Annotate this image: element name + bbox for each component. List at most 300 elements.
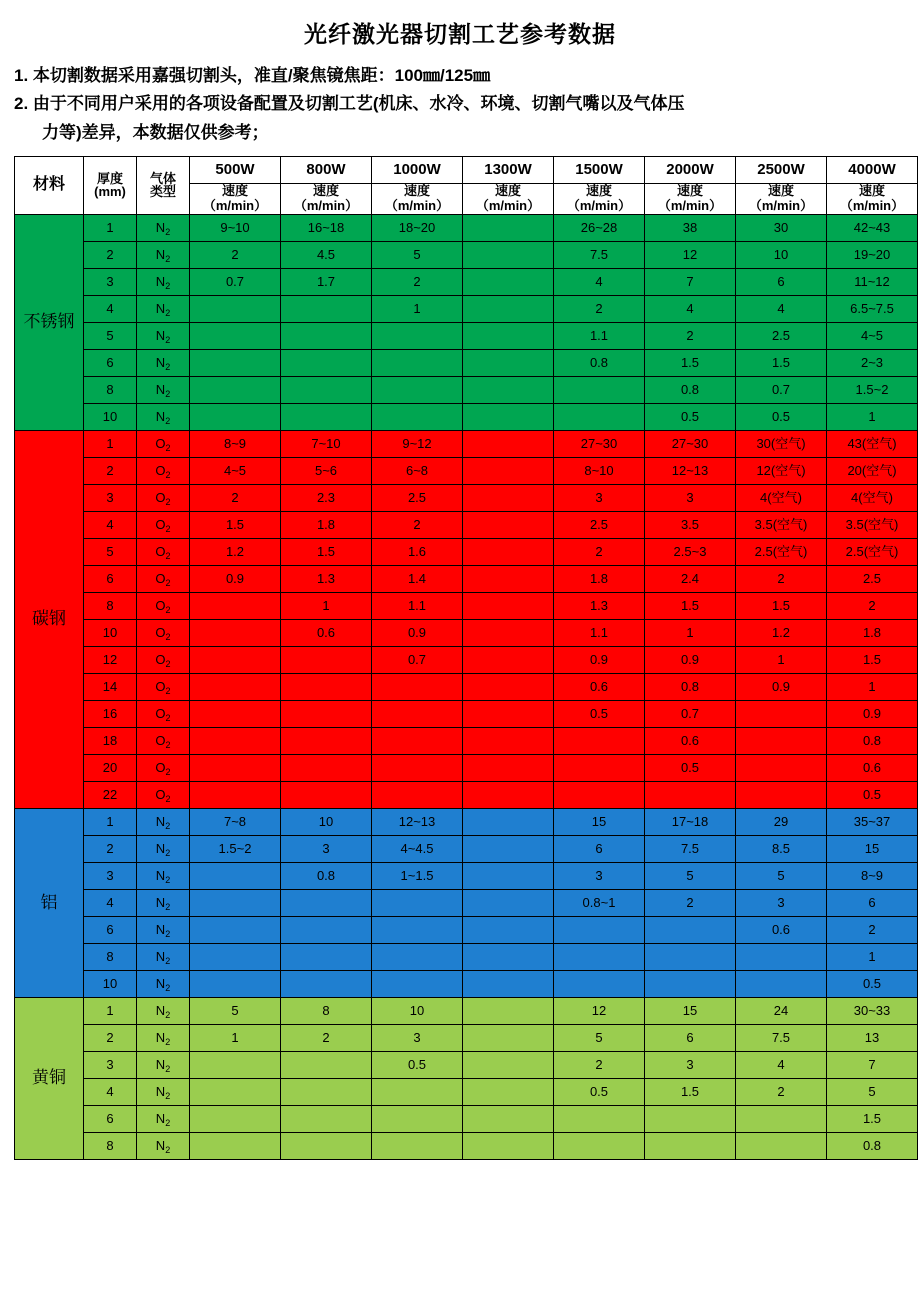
thickness-cell: 4	[84, 295, 137, 322]
speed-cell: 2	[554, 538, 645, 565]
header-material: 材料	[15, 157, 84, 215]
table-row	[15, 889, 918, 916]
speed-cell: 10	[281, 808, 372, 835]
gas-type-cell: $N_2$	[137, 1078, 190, 1105]
gas-type-cell: $N_2$	[137, 997, 190, 1024]
speed-cell	[554, 727, 645, 754]
speed-cell: 30	[736, 214, 827, 241]
gas-type-cell: $N_2$	[137, 862, 190, 889]
speed-cell: 2.5(空气)	[736, 538, 827, 565]
speed-cell	[736, 700, 827, 727]
speed-cell: 7.5	[645, 835, 736, 862]
speed-cell	[372, 754, 463, 781]
thickness-cell: 5	[84, 538, 137, 565]
speed-label: 速度	[221, 183, 248, 199]
header-power-1300w: 1300W	[463, 157, 554, 184]
header-row-power	[15, 157, 918, 184]
speed-cell: 30~33	[827, 997, 918, 1024]
speed-cell: 4(空气)	[827, 484, 918, 511]
speed-cell	[463, 376, 554, 403]
header-gas-line1: 气体	[149, 170, 176, 186]
speed-cell	[281, 754, 372, 781]
speed-cell	[736, 943, 827, 970]
speed-cell: 0.7	[645, 700, 736, 727]
header-power-1000w: 1000W	[372, 157, 463, 184]
speed-cell: 2	[372, 268, 463, 295]
speed-cell	[372, 349, 463, 376]
speed-cell: 5	[372, 241, 463, 268]
speed-cell: 8	[281, 997, 372, 1024]
speed-cell	[736, 781, 827, 808]
speed-cell: 1.5	[645, 349, 736, 376]
material-cell: 碳钢	[15, 430, 84, 808]
speed-cell: 29	[736, 808, 827, 835]
speed-cell: 3	[645, 1051, 736, 1078]
speed-cell: 7~8	[190, 808, 281, 835]
speed-cell: 0.6	[827, 754, 918, 781]
speed-cell: 4.5	[281, 241, 372, 268]
speed-cell	[372, 1105, 463, 1132]
gas-type-cell: $N_2$	[137, 889, 190, 916]
table-row	[15, 997, 918, 1024]
gas-type-cell: $O_2$	[137, 727, 190, 754]
speed-cell: 0.9	[554, 646, 645, 673]
speed-cell: 1	[827, 943, 918, 970]
gas-type-cell: $O_2$	[137, 646, 190, 673]
speed-cell	[190, 322, 281, 349]
speed-cell	[463, 511, 554, 538]
speed-cell: 12	[554, 997, 645, 1024]
speed-cell: 0.5	[645, 403, 736, 430]
speed-cell: 1.5~2	[190, 835, 281, 862]
speed-cell: 1.3	[554, 592, 645, 619]
speed-cell: 3	[736, 889, 827, 916]
speed-cell: 18~20	[372, 214, 463, 241]
speed-cell: 0.7	[736, 376, 827, 403]
speed-cell: 0.9	[372, 619, 463, 646]
speed-cell: 1.5	[645, 1078, 736, 1105]
speed-cell: 1.8	[554, 565, 645, 592]
speed-cell	[281, 673, 372, 700]
speed-cell: 0.5	[554, 1078, 645, 1105]
table-row	[15, 1132, 918, 1159]
speed-cell: 0.5	[645, 754, 736, 781]
speed-cell: 0.8	[827, 1132, 918, 1159]
speed-label: 速度	[403, 183, 430, 199]
speed-unit: （m/min）	[475, 197, 541, 213]
gas-type-cell: $O_2$	[137, 430, 190, 457]
table-row	[15, 700, 918, 727]
speed-cell: 7.5	[554, 241, 645, 268]
speed-cell: 0.5	[554, 700, 645, 727]
speed-cell	[190, 349, 281, 376]
speed-cell: 6	[554, 835, 645, 862]
table-row	[15, 916, 918, 943]
speed-cell: 5~6	[281, 457, 372, 484]
gas-type-cell: $N_2$	[137, 1105, 190, 1132]
speed-cell: 16~18	[281, 214, 372, 241]
speed-cell	[281, 727, 372, 754]
table-row	[15, 538, 918, 565]
speed-cell: 2	[645, 889, 736, 916]
speed-cell: 10	[736, 241, 827, 268]
speed-cell	[645, 781, 736, 808]
gas-type-cell: $N_2$	[137, 916, 190, 943]
speed-cell: 0.8	[281, 862, 372, 889]
speed-cell	[190, 889, 281, 916]
speed-cell	[554, 943, 645, 970]
speed-label: 速度	[585, 183, 612, 199]
speed-cell	[463, 862, 554, 889]
speed-cell: 3.5(空气)	[736, 511, 827, 538]
header-power-2000w: 2000W	[645, 157, 736, 184]
table-row	[15, 673, 918, 700]
thickness-cell: 2	[84, 835, 137, 862]
table-row	[15, 835, 918, 862]
gas-type-cell: $O_2$	[137, 700, 190, 727]
header-speed-2500w	[736, 184, 827, 215]
speed-cell: 8~10	[554, 457, 645, 484]
gas-type-cell: $N_2$	[137, 349, 190, 376]
speed-cell	[281, 970, 372, 997]
table-row	[15, 322, 918, 349]
speed-cell: 4	[554, 268, 645, 295]
speed-cell: 6	[645, 1024, 736, 1051]
speed-cell	[190, 1105, 281, 1132]
thickness-cell: 3	[84, 268, 137, 295]
speed-cell: 5	[736, 862, 827, 889]
speed-cell	[463, 565, 554, 592]
speed-cell: 4~4.5	[372, 835, 463, 862]
speed-cell: 0.5	[827, 781, 918, 808]
header-power-1500w: 1500W	[554, 157, 645, 184]
speed-cell	[463, 970, 554, 997]
gas-type-cell: $N_2$	[137, 808, 190, 835]
thickness-cell: 2	[84, 457, 137, 484]
speed-cell: 12~13	[372, 808, 463, 835]
speed-cell: 1.8	[281, 511, 372, 538]
speed-cell	[463, 1024, 554, 1051]
thickness-cell: 4	[84, 511, 137, 538]
speed-cell: 1.3	[281, 565, 372, 592]
header-speed-1500w	[554, 184, 645, 215]
speed-cell	[463, 349, 554, 376]
speed-cell	[372, 943, 463, 970]
speed-cell: 2.5	[372, 484, 463, 511]
speed-cell	[372, 403, 463, 430]
speed-cell	[281, 1105, 372, 1132]
notes-block	[14, 63, 906, 146]
speed-cell	[281, 889, 372, 916]
thickness-cell: 3	[84, 484, 137, 511]
speed-cell	[281, 1078, 372, 1105]
material-cell: 黄铜	[15, 997, 84, 1159]
speed-cell	[190, 1078, 281, 1105]
speed-cell: 8.5	[736, 835, 827, 862]
gas-type-cell: $O_2$	[137, 457, 190, 484]
speed-cell: 1.5	[190, 511, 281, 538]
speed-cell: 5	[190, 997, 281, 1024]
speed-unit: （m/min）	[566, 197, 632, 213]
gas-type-cell: $N_2$	[137, 241, 190, 268]
speed-label: 速度	[767, 183, 794, 199]
speed-cell: 15	[645, 997, 736, 1024]
table-row	[15, 754, 918, 781]
speed-cell	[281, 349, 372, 376]
speed-cell	[463, 484, 554, 511]
speed-cell: 1	[736, 646, 827, 673]
table-row	[15, 511, 918, 538]
speed-cell	[281, 376, 372, 403]
thickness-cell: 4	[84, 889, 137, 916]
gas-type-cell: $O_2$	[137, 619, 190, 646]
speed-cell: 7.5	[736, 1024, 827, 1051]
speed-cell	[372, 970, 463, 997]
thickness-cell: 6	[84, 1105, 137, 1132]
speed-cell	[190, 1051, 281, 1078]
speed-cell	[645, 970, 736, 997]
speed-cell: 1.4	[372, 565, 463, 592]
speed-cell: 6	[736, 268, 827, 295]
speed-cell: 27~30	[645, 430, 736, 457]
speed-cell: 2	[645, 322, 736, 349]
speed-cell: 3	[554, 862, 645, 889]
table-row	[15, 970, 918, 997]
table-row	[15, 1024, 918, 1051]
speed-label: 速度	[858, 183, 885, 199]
gas-type-cell: $N_2$	[137, 376, 190, 403]
thickness-cell: 5	[84, 322, 137, 349]
speed-label: 速度	[494, 183, 521, 199]
speed-cell	[463, 403, 554, 430]
speed-cell	[463, 295, 554, 322]
speed-cell	[281, 403, 372, 430]
speed-cell	[463, 592, 554, 619]
speed-cell	[554, 754, 645, 781]
speed-cell	[463, 1051, 554, 1078]
speed-cell: 0.9	[645, 646, 736, 673]
gas-type-cell: $O_2$	[137, 538, 190, 565]
gas-type-cell: $O_2$	[137, 511, 190, 538]
speed-cell: 4~5	[827, 322, 918, 349]
speed-cell	[190, 619, 281, 646]
speed-cell	[372, 727, 463, 754]
speed-cell: 1.2	[736, 619, 827, 646]
speed-cell	[372, 889, 463, 916]
speed-cell: 43(空气)	[827, 430, 918, 457]
speed-cell	[190, 862, 281, 889]
speed-cell	[463, 700, 554, 727]
speed-cell: 2.5	[736, 322, 827, 349]
speed-cell: 0.9	[827, 700, 918, 727]
speed-cell: 0.5	[736, 403, 827, 430]
speed-cell	[190, 376, 281, 403]
speed-cell	[463, 619, 554, 646]
speed-cell: 3	[554, 484, 645, 511]
speed-cell	[463, 241, 554, 268]
speed-cell	[190, 700, 281, 727]
speed-cell: 2.5	[554, 511, 645, 538]
header-speed-1000w	[372, 184, 463, 215]
speed-cell	[372, 1132, 463, 1159]
header-gas-line2: 类型	[149, 184, 176, 200]
speed-cell: 10	[372, 997, 463, 1024]
speed-cell	[463, 781, 554, 808]
speed-cell: 19~20	[827, 241, 918, 268]
speed-cell: 1.8	[827, 619, 918, 646]
thickness-cell: 12	[84, 646, 137, 673]
table-body	[15, 214, 918, 1159]
table-row	[15, 241, 918, 268]
speed-unit: （m/min）	[202, 197, 268, 213]
table-row	[15, 781, 918, 808]
speed-cell: 0.6	[645, 727, 736, 754]
speed-cell: 2	[827, 916, 918, 943]
speed-unit: （m/min）	[839, 197, 905, 213]
speed-cell: 3	[372, 1024, 463, 1051]
speed-cell: 1.1	[372, 592, 463, 619]
speed-cell	[281, 646, 372, 673]
gas-type-cell: $N_2$	[137, 322, 190, 349]
speed-cell	[190, 916, 281, 943]
speed-label: 速度	[676, 183, 703, 199]
speed-cell: 4	[736, 295, 827, 322]
speed-cell	[736, 727, 827, 754]
header-gas-type	[137, 157, 190, 215]
speed-cell: 0.7	[372, 646, 463, 673]
speed-cell: 0.6	[554, 673, 645, 700]
speed-cell: 0.7	[190, 268, 281, 295]
speed-cell: 2	[827, 592, 918, 619]
speed-cell	[281, 322, 372, 349]
speed-cell: 13	[827, 1024, 918, 1051]
speed-cell: 1	[372, 295, 463, 322]
speed-cell	[645, 916, 736, 943]
table-row	[15, 619, 918, 646]
speed-cell: 12(空气)	[736, 457, 827, 484]
speed-cell: 7	[645, 268, 736, 295]
speed-cell	[554, 1132, 645, 1159]
speed-cell: 1	[827, 673, 918, 700]
table-row	[15, 1051, 918, 1078]
speed-cell: 2~3	[827, 349, 918, 376]
speed-label: 速度	[312, 183, 339, 199]
thickness-cell: 18	[84, 727, 137, 754]
speed-cell	[190, 727, 281, 754]
gas-type-cell: $N_2$	[137, 1132, 190, 1159]
speed-cell	[463, 754, 554, 781]
cutting-parameters-table	[14, 156, 918, 1160]
speed-cell: 1.1	[554, 619, 645, 646]
speed-cell: 1.5	[645, 592, 736, 619]
table-row	[15, 943, 918, 970]
gas-type-cell: $O_2$	[137, 565, 190, 592]
page-title: 光纤激光器切割工艺参考数据	[304, 21, 616, 47]
speed-cell	[190, 781, 281, 808]
thickness-cell: 2	[84, 241, 137, 268]
thickness-cell: 1	[84, 808, 137, 835]
speed-cell: 7	[827, 1051, 918, 1078]
speed-unit: （m/min）	[748, 197, 814, 213]
thickness-cell: 1	[84, 430, 137, 457]
table-row	[15, 484, 918, 511]
speed-cell: 1.5	[281, 538, 372, 565]
gas-type-cell: $N_2$	[137, 970, 190, 997]
header-thickness-line2: (mm)	[94, 184, 126, 200]
thickness-cell: 10	[84, 970, 137, 997]
speed-cell: 17~18	[645, 808, 736, 835]
material-cell: 铝	[15, 808, 84, 997]
table-row	[15, 1078, 918, 1105]
speed-cell: 5	[827, 1078, 918, 1105]
gas-type-cell: $O_2$	[137, 673, 190, 700]
header-thickness-line1: 厚度	[96, 170, 123, 186]
header-speed-4000w	[827, 184, 918, 215]
thickness-cell: 3	[84, 1051, 137, 1078]
table-row	[15, 295, 918, 322]
speed-cell: 5	[645, 862, 736, 889]
thickness-cell: 10	[84, 403, 137, 430]
speed-cell: 4	[645, 295, 736, 322]
speed-cell: 1.5~2	[827, 376, 918, 403]
speed-cell: 9~12	[372, 430, 463, 457]
table-row	[15, 376, 918, 403]
speed-cell: 1.5	[736, 592, 827, 619]
header-power-500w: 500W	[190, 157, 281, 184]
speed-cell	[463, 457, 554, 484]
speed-cell	[281, 943, 372, 970]
speed-cell: 2	[554, 1051, 645, 1078]
speed-cell: 2	[190, 484, 281, 511]
gas-type-cell: $N_2$	[137, 1051, 190, 1078]
speed-cell	[463, 1132, 554, 1159]
speed-cell: 0.8	[827, 727, 918, 754]
gas-type-cell: $N_2$	[137, 835, 190, 862]
speed-cell	[372, 322, 463, 349]
header-thickness	[84, 157, 137, 215]
speed-cell	[190, 970, 281, 997]
speed-cell: 1.7	[281, 268, 372, 295]
speed-cell: 24	[736, 997, 827, 1024]
speed-cell: 2	[190, 241, 281, 268]
speed-cell: 0.9	[190, 565, 281, 592]
speed-cell	[463, 673, 554, 700]
speed-cell: 1	[827, 403, 918, 430]
gas-type-cell: $O_2$	[137, 484, 190, 511]
speed-cell: 1	[645, 619, 736, 646]
table-row	[15, 808, 918, 835]
note-line-1: 1. 本切割数据采用嘉强切割头，准直/聚焦镜焦距：100㎜/125㎜	[14, 66, 491, 85]
speed-cell	[463, 916, 554, 943]
table-row	[15, 592, 918, 619]
speed-cell	[554, 403, 645, 430]
speed-cell: 4~5	[190, 457, 281, 484]
speed-cell	[463, 997, 554, 1024]
speed-cell	[281, 1132, 372, 1159]
speed-cell	[554, 376, 645, 403]
speed-cell	[645, 1105, 736, 1132]
speed-cell	[463, 835, 554, 862]
speed-cell: 6	[827, 889, 918, 916]
speed-cell: 4(空气)	[736, 484, 827, 511]
speed-cell	[736, 754, 827, 781]
speed-cell: 0.5	[827, 970, 918, 997]
gas-type-cell: $N_2$	[137, 943, 190, 970]
speed-cell	[372, 700, 463, 727]
speed-cell: 0.9	[736, 673, 827, 700]
header-speed-1300w	[463, 184, 554, 215]
table-row	[15, 727, 918, 754]
